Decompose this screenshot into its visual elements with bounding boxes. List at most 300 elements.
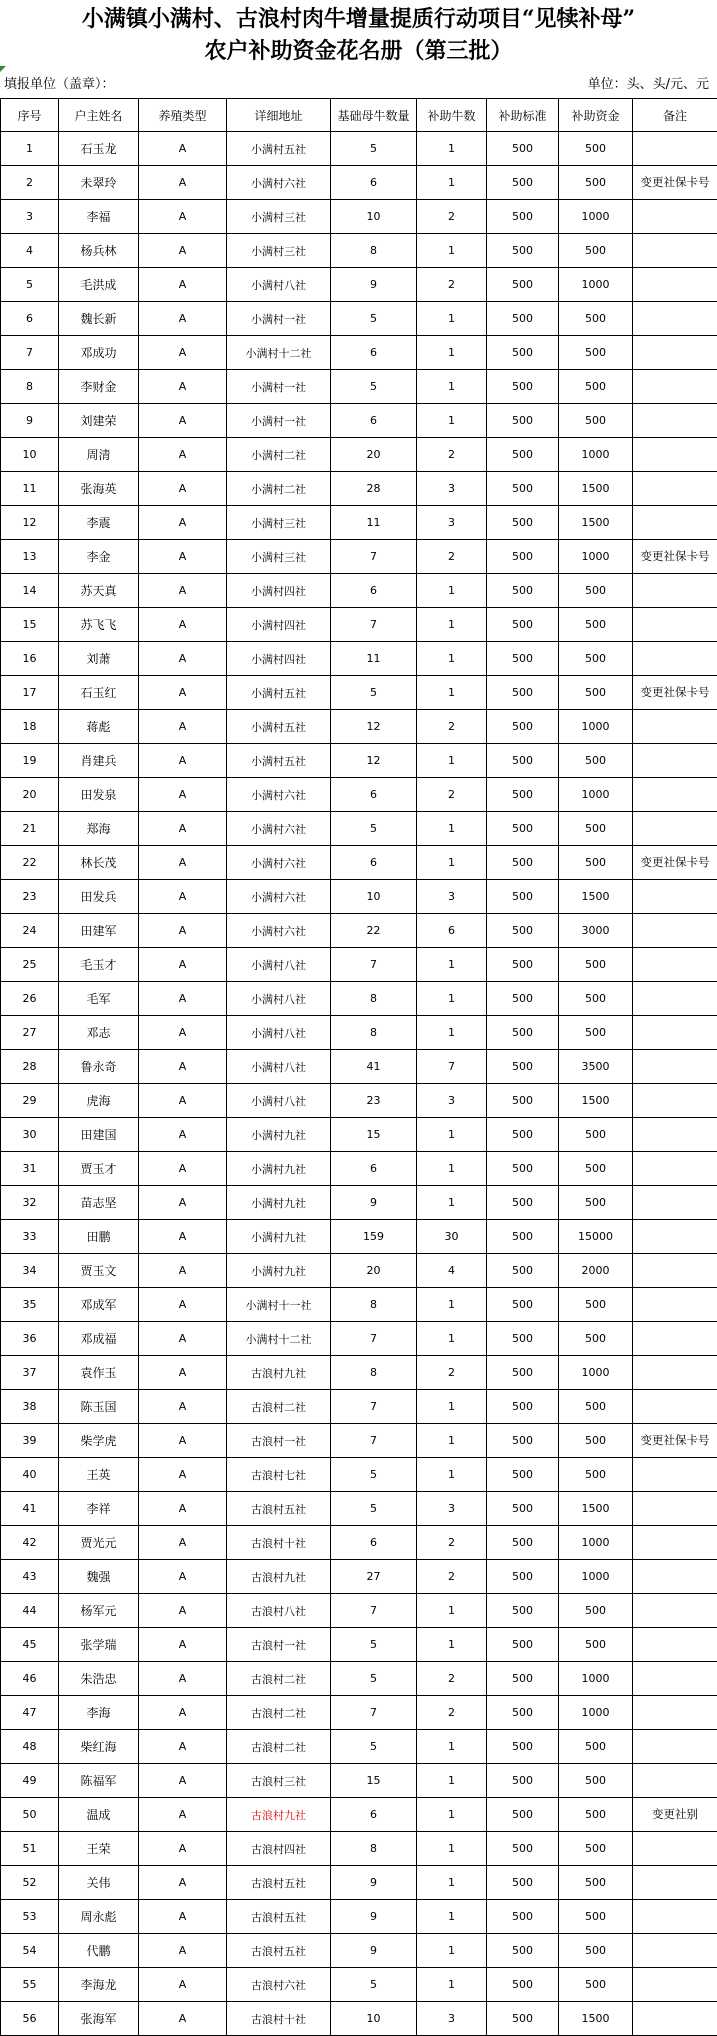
cell-amount: 500 (559, 234, 633, 268)
cell-standard: 500 (487, 1322, 559, 1356)
cell-amount: 1500 (559, 2002, 633, 2036)
cell-address: 小满村五社 (227, 132, 331, 166)
cell-name: 郑海 (59, 812, 139, 846)
cell-amount: 500 (559, 1016, 633, 1050)
cell-name: 邓成福 (59, 1322, 139, 1356)
table-row (1, 166, 717, 200)
cell-subsidized-cows: 1 (417, 1016, 487, 1050)
header-standard: 补助标准 (487, 99, 559, 132)
cell-no: 40 (1, 1458, 59, 1492)
cell-standard: 500 (487, 1152, 559, 1186)
table-body (1, 132, 717, 2036)
cell-amount: 1000 (559, 268, 633, 302)
table-row (1, 1492, 717, 1526)
cell-address: 小满村一社 (227, 404, 331, 438)
cell-note (633, 1152, 717, 1186)
cell-standard: 500 (487, 1900, 559, 1934)
cell-address: 小满村一社 (227, 302, 331, 336)
cell-standard: 500 (487, 166, 559, 200)
cell-standard: 500 (487, 1390, 559, 1424)
cell-subsidized-cows: 30 (417, 1220, 487, 1254)
cell-amount: 500 (559, 370, 633, 404)
cell-amount: 1000 (559, 1356, 633, 1390)
cell-note (633, 948, 717, 982)
cell-name: 王荣 (59, 1832, 139, 1866)
table-row (1, 676, 717, 710)
document-title-line1: 小满镇小满村、古浪村肉牛增量提质行动项目“见犊补母” (81, 6, 636, 32)
cell-amount: 500 (559, 1900, 633, 1934)
cell-subsidized-cows: 3 (417, 1084, 487, 1118)
cell-address: 古浪村一社 (227, 1628, 331, 1662)
cell-type: A (139, 1084, 227, 1118)
cell-name: 柴学虎 (59, 1424, 139, 1458)
cell-name: 毛玉才 (59, 948, 139, 982)
cell-name: 石玉红 (59, 676, 139, 710)
cell-standard: 500 (487, 846, 559, 880)
cell-address: 小满村九社 (227, 1118, 331, 1152)
cell-standard: 500 (487, 132, 559, 166)
cell-amount: 1000 (559, 1696, 633, 1730)
table-row (1, 268, 717, 302)
cell-name: 柴红海 (59, 1730, 139, 1764)
cell-address: 小满村三社 (227, 200, 331, 234)
table-row (1, 1662, 717, 1696)
cell-amount: 500 (559, 1968, 633, 2002)
cell-standard: 500 (487, 1764, 559, 1798)
cell-type: A (139, 1696, 227, 1730)
cell-name: 苗志坚 (59, 1186, 139, 1220)
table-row (1, 1526, 717, 1560)
cell-subsidized-cows: 3 (417, 2002, 487, 2036)
cell-subsidized-cows: 1 (417, 1390, 487, 1424)
cell-address: 小满村八社 (227, 268, 331, 302)
cell-note (633, 914, 717, 948)
cell-standard: 500 (487, 1186, 559, 1220)
cell-note (633, 1220, 717, 1254)
cell-no: 21 (1, 812, 59, 846)
cell-note (633, 1458, 717, 1492)
cell-note (633, 438, 717, 472)
cell-no: 56 (1, 2002, 59, 2036)
header-base-cows: 基础母牛数量 (331, 99, 417, 132)
cell-no: 28 (1, 1050, 59, 1084)
cell-address: 小满村六社 (227, 880, 331, 914)
cell-note (633, 506, 717, 540)
cell-base-cows: 6 (331, 778, 417, 812)
cell-amount: 1000 (559, 1560, 633, 1594)
cell-standard: 500 (487, 574, 559, 608)
table-row (1, 1458, 717, 1492)
cell-base-cows: 10 (331, 2002, 417, 2036)
cell-amount: 500 (559, 1390, 633, 1424)
cell-address: 小满村三社 (227, 540, 331, 574)
cell-base-cows: 9 (331, 1866, 417, 1900)
cell-standard: 500 (487, 1662, 559, 1696)
cell-note (633, 1322, 717, 1356)
table-row (1, 778, 717, 812)
cell-type: A (139, 676, 227, 710)
cell-base-cows: 9 (331, 268, 417, 302)
cell-no: 33 (1, 1220, 59, 1254)
cell-name: 鲁永奇 (59, 1050, 139, 1084)
cell-base-cows: 8 (331, 1832, 417, 1866)
cell-base-cows: 20 (331, 1254, 417, 1288)
cell-subsidized-cows: 1 (417, 1866, 487, 1900)
cell-name: 魏长新 (59, 302, 139, 336)
table-row (1, 370, 717, 404)
cell-amount: 1500 (559, 880, 633, 914)
cell-type: A (139, 744, 227, 778)
cell-no: 48 (1, 1730, 59, 1764)
cell-subsidized-cows: 1 (417, 1934, 487, 1968)
table-row (1, 1356, 717, 1390)
cell-type: A (139, 1492, 227, 1526)
cell-address: 小满村八社 (227, 948, 331, 982)
cell-amount: 500 (559, 1186, 633, 1220)
cell-standard: 500 (487, 1866, 559, 1900)
cell-type: A (139, 948, 227, 982)
cell-amount: 1000 (559, 778, 633, 812)
cell-name: 杨兵林 (59, 234, 139, 268)
cell-no: 36 (1, 1322, 59, 1356)
cell-amount: 500 (559, 1934, 633, 1968)
cell-note (633, 1492, 717, 1526)
cell-no: 29 (1, 1084, 59, 1118)
table-row (1, 200, 717, 234)
cell-no: 5 (1, 268, 59, 302)
cell-base-cows: 7 (331, 1390, 417, 1424)
table-row (1, 1730, 717, 1764)
cell-no: 17 (1, 676, 59, 710)
cell-subsidized-cows: 1 (417, 846, 487, 880)
cell-base-cows: 6 (331, 404, 417, 438)
cell-base-cows: 8 (331, 1288, 417, 1322)
cell-standard: 500 (487, 1254, 559, 1288)
cell-no: 49 (1, 1764, 59, 1798)
table-row (1, 1254, 717, 1288)
cell-no: 2 (1, 166, 59, 200)
cell-amount: 500 (559, 744, 633, 778)
cell-standard: 500 (487, 1458, 559, 1492)
cell-subsidized-cows: 2 (417, 1696, 487, 1730)
table-row (1, 234, 717, 268)
cell-standard: 500 (487, 540, 559, 574)
subsidy-roster-table (0, 98, 717, 2036)
cell-subsidized-cows: 1 (417, 1798, 487, 1832)
table-row (1, 1220, 717, 1254)
cell-standard: 500 (487, 1220, 559, 1254)
cell-standard: 500 (487, 1628, 559, 1662)
cell-note (633, 1764, 717, 1798)
cell-no: 43 (1, 1560, 59, 1594)
cell-standard: 500 (487, 268, 559, 302)
table-row (1, 1390, 717, 1424)
cell-type: A (139, 1934, 227, 1968)
cell-type: A (139, 1050, 227, 1084)
cell-no: 25 (1, 948, 59, 982)
cell-name: 袁作玉 (59, 1356, 139, 1390)
cell-type: A (139, 1118, 227, 1152)
cell-name: 李财金 (59, 370, 139, 404)
cell-standard: 500 (487, 1288, 559, 1322)
cell-no: 30 (1, 1118, 59, 1152)
table-row (1, 1118, 717, 1152)
cell-note (633, 642, 717, 676)
cell-address: 小满村十二社 (227, 336, 331, 370)
cell-standard: 500 (487, 812, 559, 846)
cell-note (633, 1526, 717, 1560)
cell-no: 55 (1, 1968, 59, 2002)
cell-name: 虎海 (59, 1084, 139, 1118)
cell-note: 变更社保卡号 (633, 166, 717, 200)
cell-type: A (139, 914, 227, 948)
cell-type: A (139, 200, 227, 234)
table-row (1, 574, 717, 608)
table-row (1, 404, 717, 438)
cell-amount: 500 (559, 1832, 633, 1866)
cell-name: 邓志 (59, 1016, 139, 1050)
cell-no: 7 (1, 336, 59, 370)
cell-address: 小满村六社 (227, 778, 331, 812)
cell-amount: 1000 (559, 200, 633, 234)
cell-subsidized-cows: 1 (417, 812, 487, 846)
cell-standard: 500 (487, 948, 559, 982)
cell-note (633, 336, 717, 370)
cell-amount: 500 (559, 608, 633, 642)
cell-note (633, 1390, 717, 1424)
cell-type: A (139, 370, 227, 404)
cell-amount: 500 (559, 302, 633, 336)
cell-amount: 500 (559, 1458, 633, 1492)
table-row (1, 1832, 717, 1866)
cell-base-cows: 23 (331, 1084, 417, 1118)
cell-name: 杨军元 (59, 1594, 139, 1628)
cell-standard: 500 (487, 1050, 559, 1084)
cell-standard: 500 (487, 642, 559, 676)
cell-standard: 500 (487, 336, 559, 370)
cell-type: A (139, 710, 227, 744)
header-address: 详细地址 (227, 99, 331, 132)
cell-amount: 500 (559, 1322, 633, 1356)
cell-name: 李福 (59, 200, 139, 234)
cell-base-cows: 5 (331, 132, 417, 166)
cell-note (633, 1662, 717, 1696)
table-row (1, 2002, 717, 2036)
cell-note (633, 404, 717, 438)
table-row (1, 982, 717, 1016)
cell-name: 朱浩忠 (59, 1662, 139, 1696)
cell-amount: 500 (559, 812, 633, 846)
cell-no: 34 (1, 1254, 59, 1288)
cell-base-cows: 5 (331, 370, 417, 404)
cell-address: 古浪村九社 (227, 1356, 331, 1390)
cell-note (633, 982, 717, 1016)
cell-amount: 500 (559, 1152, 633, 1186)
cell-subsidized-cows: 1 (417, 608, 487, 642)
cell-no: 9 (1, 404, 59, 438)
cell-subsidized-cows: 1 (417, 1288, 487, 1322)
cell-base-cows: 5 (331, 1662, 417, 1696)
cell-address: 小满村九社 (227, 1186, 331, 1220)
cell-address: 小满村五社 (227, 676, 331, 710)
cell-note (633, 574, 717, 608)
table-row (1, 1696, 717, 1730)
cell-base-cows: 7 (331, 1594, 417, 1628)
cell-standard: 500 (487, 710, 559, 744)
cell-amount: 1500 (559, 506, 633, 540)
cell-amount: 500 (559, 1866, 633, 1900)
cell-type: A (139, 1764, 227, 1798)
cell-type: A (139, 1798, 227, 1832)
cell-standard: 500 (487, 302, 559, 336)
cell-note: 变更社保卡号 (633, 540, 717, 574)
cell-address: 小满村六社 (227, 846, 331, 880)
cell-amount: 500 (559, 132, 633, 166)
cell-type: A (139, 506, 227, 540)
cell-name: 温成 (59, 1798, 139, 1832)
table-row (1, 1322, 717, 1356)
cell-name: 张学瑞 (59, 1628, 139, 1662)
cell-note (633, 1730, 717, 1764)
cell-amount: 1000 (559, 1526, 633, 1560)
cell-amount: 500 (559, 1798, 633, 1832)
cell-base-cows: 6 (331, 574, 417, 608)
cell-no: 50 (1, 1798, 59, 1832)
cell-no: 26 (1, 982, 59, 1016)
cell-type: A (139, 1866, 227, 1900)
cell-no: 31 (1, 1152, 59, 1186)
cell-type: A (139, 1186, 227, 1220)
cell-subsidized-cows: 2 (417, 1662, 487, 1696)
cell-subsidized-cows: 3 (417, 506, 487, 540)
cell-name: 陈福军 (59, 1764, 139, 1798)
cell-no: 39 (1, 1424, 59, 1458)
cell-base-cows: 9 (331, 1186, 417, 1220)
cell-name: 邓成军 (59, 1288, 139, 1322)
table-row (1, 1900, 717, 1934)
cell-address: 古浪村三社 (227, 1764, 331, 1798)
cell-no: 11 (1, 472, 59, 506)
cell-standard: 500 (487, 234, 559, 268)
cell-no: 32 (1, 1186, 59, 1220)
cell-amount: 500 (559, 1730, 633, 1764)
cell-base-cows: 12 (331, 744, 417, 778)
cell-type: A (139, 1458, 227, 1492)
cell-no: 27 (1, 1016, 59, 1050)
cell-no: 24 (1, 914, 59, 948)
cell-type: A (139, 2002, 227, 2036)
cell-subsidized-cows: 1 (417, 404, 487, 438)
cell-subsidized-cows: 1 (417, 1968, 487, 2002)
cell-subsidized-cows: 2 (417, 200, 487, 234)
cell-type: A (139, 540, 227, 574)
cell-note: 变更社保卡号 (633, 676, 717, 710)
cell-address: 古浪村七社 (227, 1458, 331, 1492)
cell-no: 3 (1, 200, 59, 234)
cell-address: 小满村六社 (227, 914, 331, 948)
cell-no: 23 (1, 880, 59, 914)
cell-amount: 500 (559, 1764, 633, 1798)
cell-note (633, 1934, 717, 1968)
table-row (1, 948, 717, 982)
cell-type: A (139, 1968, 227, 2002)
cell-base-cows: 5 (331, 1730, 417, 1764)
cell-type: A (139, 846, 227, 880)
cell-address: 小满村五社 (227, 744, 331, 778)
table-row (1, 1764, 717, 1798)
cell-address: 小满村六社 (227, 812, 331, 846)
cell-amount: 15000 (559, 1220, 633, 1254)
cell-type: A (139, 608, 227, 642)
cell-amount: 1000 (559, 1662, 633, 1696)
cell-amount: 500 (559, 676, 633, 710)
cell-subsidized-cows: 1 (417, 1118, 487, 1152)
cell-subsidized-cows: 1 (417, 234, 487, 268)
cell-note (633, 778, 717, 812)
cell-address: 古浪村六社 (227, 1968, 331, 2002)
cell-name: 张海英 (59, 472, 139, 506)
cell-address: 古浪村五社 (227, 1492, 331, 1526)
cell-standard: 500 (487, 1560, 559, 1594)
table-row (1, 1186, 717, 1220)
cell-note (633, 370, 717, 404)
cell-name: 蒋彪 (59, 710, 139, 744)
cell-note (633, 302, 717, 336)
cell-note (633, 472, 717, 506)
cell-address: 小满村九社 (227, 1152, 331, 1186)
cell-note (633, 2002, 717, 2036)
table-row (1, 506, 717, 540)
cell-note (633, 1594, 717, 1628)
table-row (1, 1934, 717, 1968)
cell-type: A (139, 268, 227, 302)
cell-subsidized-cows: 1 (417, 302, 487, 336)
table-row (1, 1560, 717, 1594)
cell-base-cows: 159 (331, 1220, 417, 1254)
cell-subsidized-cows: 2 (417, 438, 487, 472)
cell-base-cows: 5 (331, 1628, 417, 1662)
cell-name: 李海龙 (59, 1968, 139, 2002)
cell-note (633, 234, 717, 268)
cell-name: 肖建兵 (59, 744, 139, 778)
cell-base-cows: 6 (331, 846, 417, 880)
cell-standard: 500 (487, 1118, 559, 1152)
cell-base-cows: 6 (331, 1798, 417, 1832)
cell-type: A (139, 1900, 227, 1934)
cell-amount: 500 (559, 1594, 633, 1628)
cell-address: 小满村六社 (227, 166, 331, 200)
cell-note (633, 1254, 717, 1288)
cell-type: A (139, 880, 227, 914)
cell-subsidized-cows: 1 (417, 370, 487, 404)
header-note: 备注 (633, 99, 717, 132)
cell-type: A (139, 1628, 227, 1662)
cell-name: 关伟 (59, 1866, 139, 1900)
cell-note (633, 744, 717, 778)
cell-subsidized-cows: 1 (417, 1186, 487, 1220)
cell-no: 22 (1, 846, 59, 880)
cell-base-cows: 6 (331, 1526, 417, 1560)
cell-name: 田鹏 (59, 1220, 139, 1254)
cell-standard: 500 (487, 744, 559, 778)
cell-subsidized-cows: 1 (417, 336, 487, 370)
cell-subsidized-cows: 2 (417, 268, 487, 302)
table-row (1, 1866, 717, 1900)
cell-note (633, 1016, 717, 1050)
cell-address: 古浪村八社 (227, 1594, 331, 1628)
cell-subsidized-cows: 1 (417, 132, 487, 166)
header-name: 户主姓名 (59, 99, 139, 132)
